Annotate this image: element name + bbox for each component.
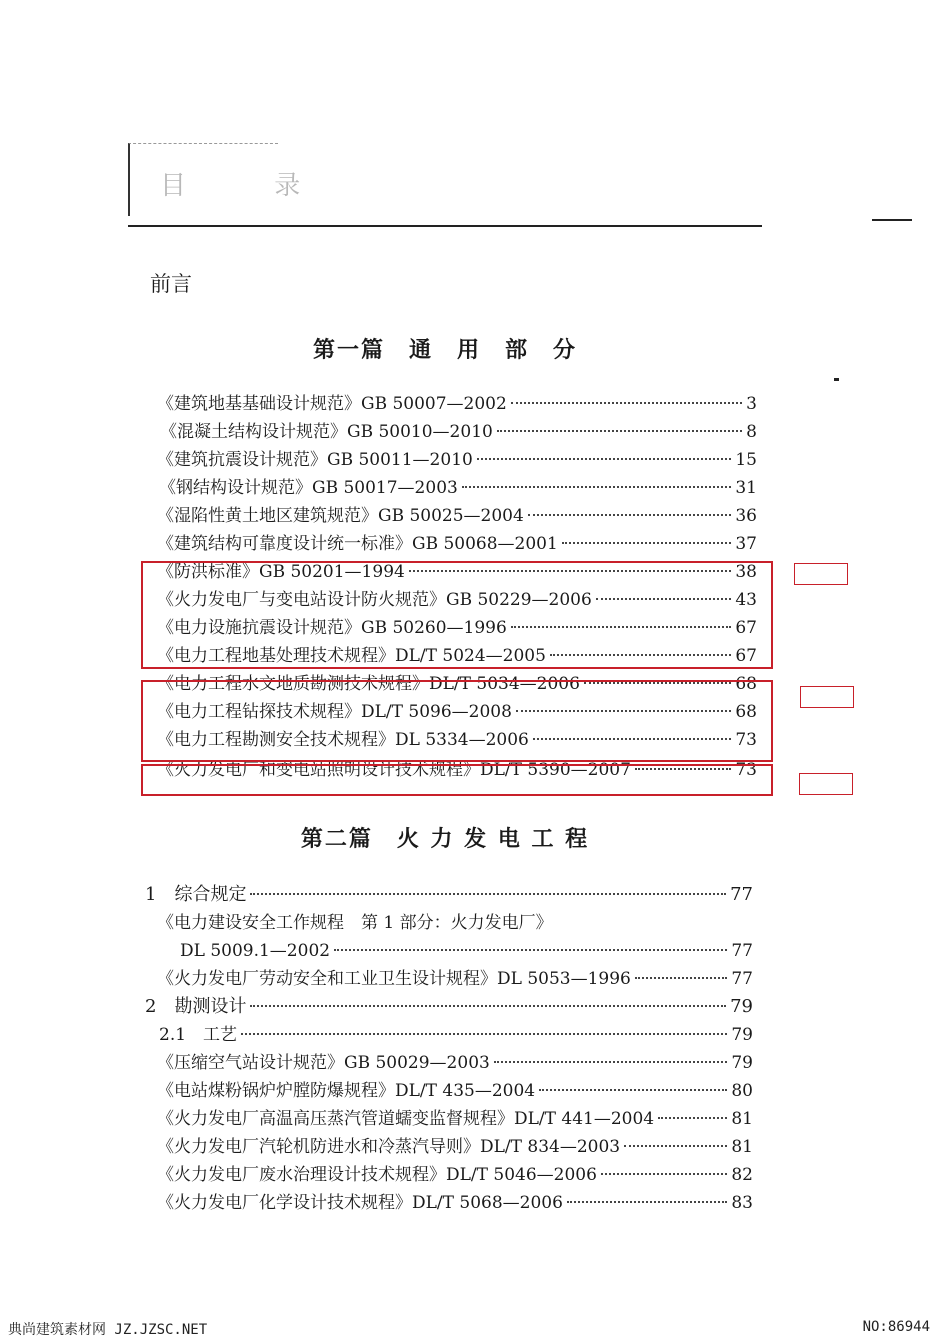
- margin-marker-2: [800, 686, 854, 708]
- toc-entry: 《火力发电厂废水治理设计技术规程》DL/T 5046—2006 82: [157, 1165, 753, 1185]
- toc-entry: 《电力工程勘测安全技术规程》DL 5334—2006 73: [157, 730, 757, 750]
- toc-entry: 《湿陷性黄土地区建筑规范》GB 50025—2004 36: [157, 506, 757, 526]
- toc-section-heading: 1 综合规定 77: [145, 884, 753, 905]
- toc-entry: 《电力工程钻探技术规程》DL/T 5096—2008 68: [157, 702, 757, 722]
- toc-entry: 《电力工程水文地质勘测技术规程》DL/T 5034—2006 68: [157, 674, 757, 694]
- toc-entry: 《火力发电厂和变电站照明设计技术规程》DL/T 5390—2007 73: [157, 760, 757, 780]
- highlight-box-group-3: [141, 764, 773, 796]
- toc-entry: 《建筑地基基础设计规范》GB 50007—2002 3: [157, 394, 757, 414]
- toc-entry: 《火力发电厂劳动安全和工业卫生设计规程》DL 5053—1996 77: [157, 969, 753, 989]
- part2-toc: [145, 881, 753, 1217]
- toc-section-heading: 2 勘测设计 79: [145, 996, 753, 1017]
- toc-entry: 《电力设施抗震设计规范》GB 50260—1996 67: [157, 618, 757, 638]
- toc-entry: 《电力建设安全工作规程 第 1 部分：火力发电厂》: [157, 913, 553, 933]
- highlight-box-group-1: [141, 561, 773, 669]
- toc-entry: 《压缩空气站设计规范》GB 50029—2003 79: [157, 1053, 753, 1073]
- footer-watermark: 典尚建筑素材网 JZ.JZSC.NET: [8, 1322, 208, 1338]
- highlight-box-group-2: [141, 680, 773, 762]
- toc-entry: 《钢结构设计规范》GB 50017—2003 31: [159, 478, 757, 498]
- toc-entry: 《火力发电厂与变电站设计防火规范》GB 50229—2006 43: [157, 590, 757, 610]
- preface-entry: 前言: [150, 272, 192, 296]
- toc-entry: 《火力发电厂化学设计技术规程》DL/T 5068—2006 83: [157, 1193, 753, 1213]
- part2-title: 第二篇 火 力 发 电 工 程: [300, 827, 590, 852]
- toc-entry: DL 5009.1—2002 77: [180, 941, 753, 961]
- margin-marker-1: [794, 563, 848, 585]
- toc-subsection-heading: 2.1 工艺 79: [159, 1025, 753, 1045]
- toc-entry: 《火力发电厂高温高压蒸汽管道蠕变监督规程》DL/T 441—2004 81: [157, 1109, 753, 1129]
- margin-marker-3: [799, 773, 853, 795]
- header-rule: [128, 225, 762, 227]
- footer-id: NO:86944: [862, 1319, 930, 1335]
- toc-entry: 《电站煤粉锅炉炉膛防爆规程》DL/T 435—2004 80: [157, 1081, 753, 1101]
- toc-entry: 《火力发电厂汽轮机防进水和冷蒸汽导则》DL/T 834—2003 81: [157, 1137, 753, 1157]
- toc-entry: 《防洪标准》GB 50201—1994 38: [157, 562, 757, 582]
- toc-entry: 《建筑抗震设计规范》GB 50011—2010 15: [157, 450, 757, 470]
- part1-title: 第一篇 通 用 部 分: [312, 338, 577, 363]
- page-title: 目 录: [160, 171, 341, 201]
- scan-speck: [834, 378, 839, 381]
- toc-entry: 《建筑结构可靠度设计统一标准》GB 50068—2001 37: [157, 534, 757, 554]
- header-rule-stub: [872, 219, 912, 221]
- toc-entry: 《混凝土结构设计规范》GB 50010—2010 8: [160, 422, 757, 442]
- toc-entry: 《电力工程地基处理技术规程》DL/T 5024—2005 67: [157, 646, 757, 666]
